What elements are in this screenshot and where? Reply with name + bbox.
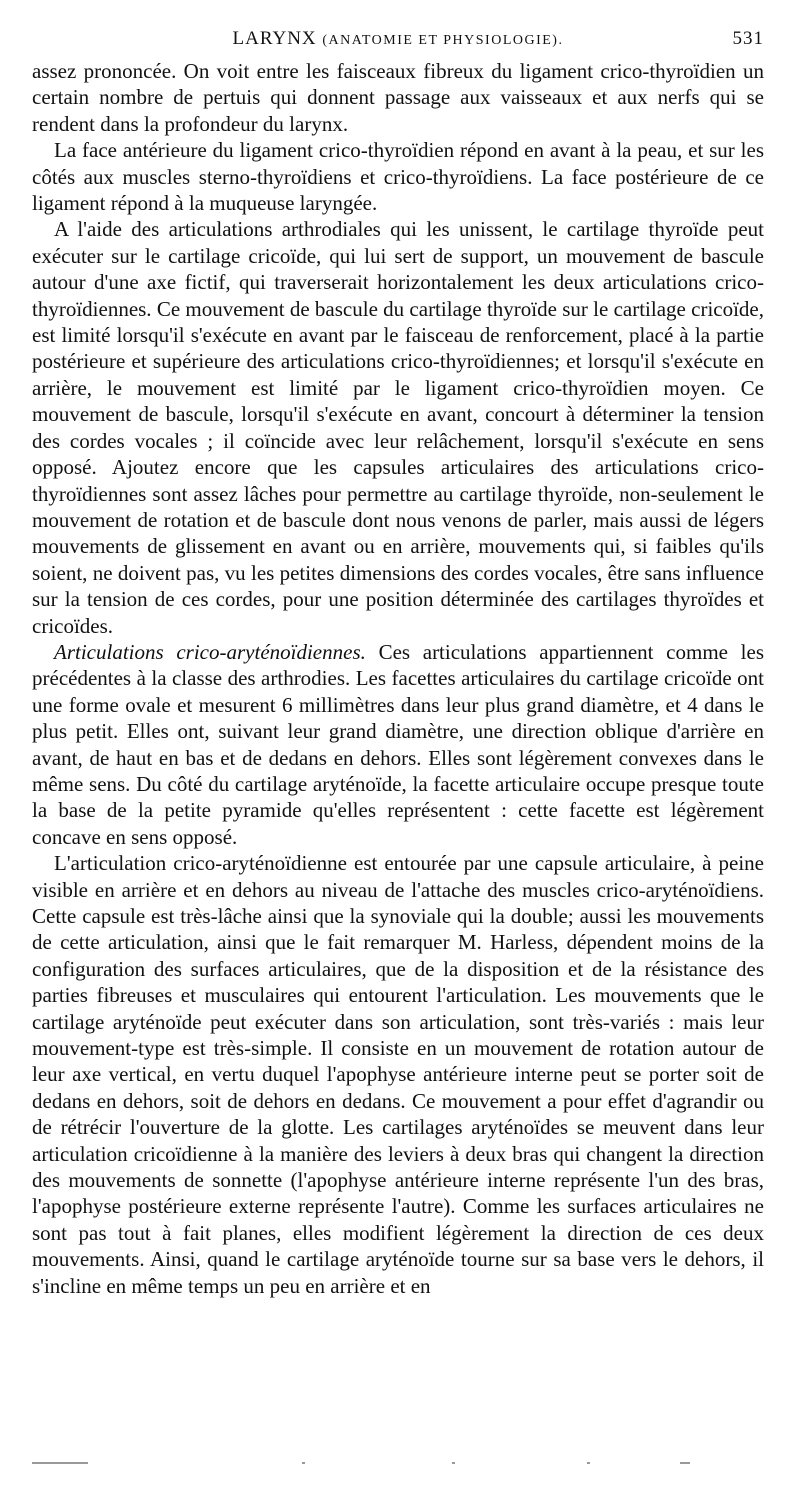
paragraph: La face antérieure du ligament crico-thyroïdien répond en avant à la peau, et sur les côtés aux muscles sterno-thyroïdiens et crico-thyroïdiens. La face postérieure de ce ligament répond à la muqueuse laryngée. (32, 138, 764, 216)
scan-marks (32, 1462, 764, 1472)
paragraph-text: Ces articulations appartiennent comme les précédentes à la classe des arthrodies. Les facettes articulaires du cartilage cricoïde ont une forme ovale et mesurent 6 millimètres dans leur plus grand diamètre, et 4 dans le plus petit. Elles ont, suivant leur grand diamètre, une direction oblique d'arrière en avant, de haut en bas et de dedans en dehors. Elles sont légèrement convexes dans le même sens. Du côté du cartilage aryténoïde, la facette articulaire occupe presque toute la base de la petite pyramide qu'elles représentent : cette facette est légèrement concave en sens opposé. (32, 639, 764, 849)
scan-mark (32, 1462, 88, 1464)
running-title (32, 28, 764, 50)
section-heading: Articulations crico-aryténoïdiennes. (54, 639, 366, 664)
scan-mark (452, 1462, 455, 1464)
paragraph: assez prononcée. On voit entre les faisceaux fibreux du ligament crico-thyroïdien un certain nombre de pertuis qui donnent passage aux vaisseaux et aux nerfs qui se rendent dans la profondeur du larynx. (32, 59, 764, 136)
page-number: 531 (732, 28, 764, 49)
paragraph: A l'aide des articulations arthrodiales qui les unissent, le cartilage thyroïde peut exécuter sur le cartilage cricoïde, qui lui sert de support, un mouvement de bascule autour d'une axe fictif, qui traverserait horizontalement les deux articulations crico-thyroïdiennes. Ce mouvement de bascule du cartilage thyroïde sur le cartilage cricoïde, est limité lorsqu'il s'exécute en avant par le faisceau de renforcement, placé à la partie postérieure et supérieure des articulations crico-thyroïdiennes; et lorsqu'il s'exécute en arrière, le mouvement est limité par le ligament crico-thyroïdien moyen. Ce mouvement de bascule, lorsqu'il s'exécute en avant, concourt à déterminer la tension des cordes vocales ; il coïncide avec leur relâchement, lorsqu'il s'exécute en sens opposé. Ajoutez encore que les capsules articulaires des articulations crico-thyroïdiennes sont assez lâches pour permettre au cartilage thyroïde, non-seulement le mouvement de rotation et de bascule dont nous venons de parler, mais aussi de légers mouvements de glissement en avant ou en arrière, mouvements qui, si faibles qu'ils soient, ne doivent pas, vu les petites dimensions des cordes vocales, être sans influence sur la tension de ces cordes, pour une position déterminée des cartilages thyroïdes et cricoïdes. (32, 217, 764, 638)
page (32, 28, 764, 1299)
scan-mark (680, 1462, 690, 1464)
scan-mark (587, 1462, 590, 1464)
paragraph: L'articulation crico-aryténoïdienne est entourée par une capsule articulaire, à peine visible en arrière et en dehors au niveau de l'attache des muscles crico-aryténoïdiens. Cette capsule est très-lâche ainsi que la synoviale qui la double; aussi les mouvements de cette articulation, ainsi que le fait remarquer M. Harless, dépendent moins de la configuration des surfaces articulaires, que de la disposition et de la résistance des parties fibreuses et musculaires qui entourent l'articulation. Les mouvements que le cartilage aryténoïde peut exécuter dans son articulation, sont très-variés : mais leur mouvement-type est très-simple. Il consiste en un mouvement de rotation autour de leur axe vertical, en vertu duquel l'apophyse antérieure interne peut se porter soit de dedans en dehors, soit de dehors en dedans. Ce mouvement a pour effet d'agrandir ou de rétrécir l'ouverture de la glotte. Les cartilages aryténoïdes se meuvent dans leur articulation cricoïdienne à la manière des leviers à deux bras qui changent la direction des mouvements de sonnette (l'apophyse antérieure interne représente l'un des bras, l'apophyse postérieure externe représente l'autre). Comme les surfaces articulaires ne sont pas tout à fait planes, elles modifient légèrement la direction de ces deux mouvements. Ainsi, quand le cartilage aryténoïde tourne sur sa base vers le dehors, il s'incline en même temps un peu en arrière et en (32, 851, 764, 1298)
body-text (32, 58, 764, 1299)
running-head (32, 28, 764, 58)
paragraph (32, 639, 764, 850)
running-title-sub: (ANATOMIE ET PHYSIOLOGIE). (322, 33, 564, 48)
scan-mark (302, 1462, 305, 1464)
running-title-main: LARYNX (232, 28, 317, 49)
